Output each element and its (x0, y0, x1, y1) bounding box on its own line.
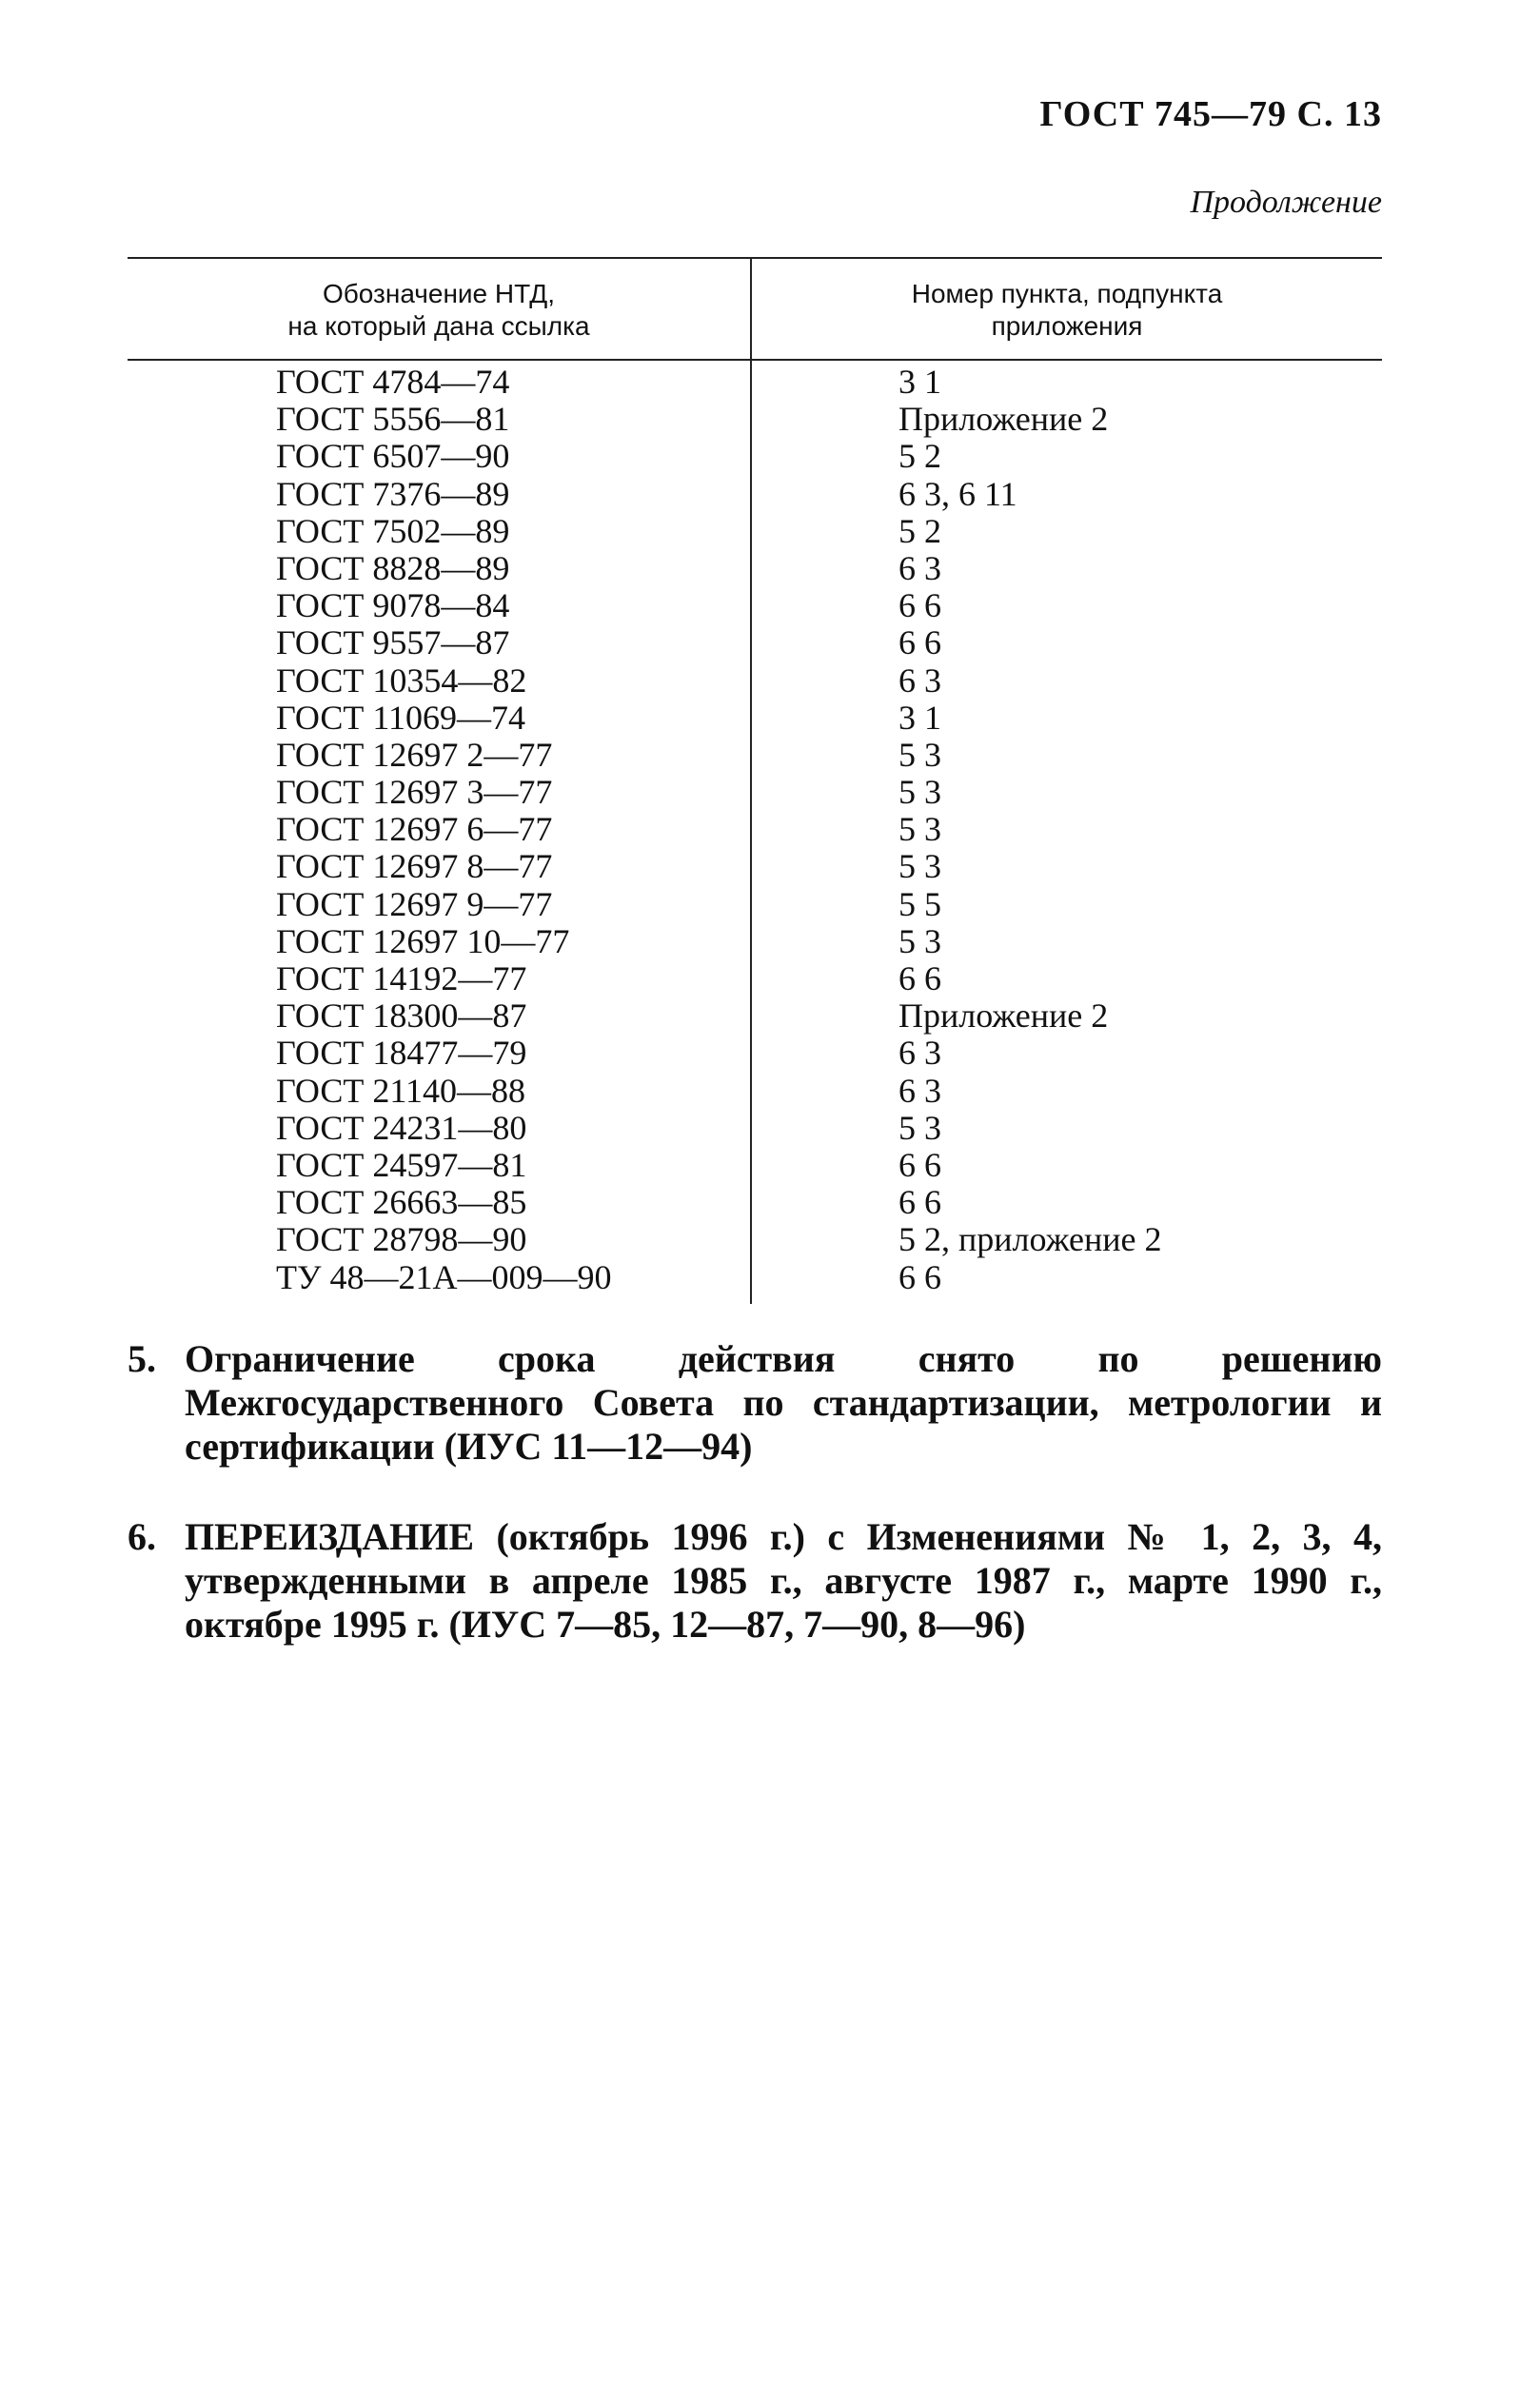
continuation-label: Продолжение (1190, 185, 1382, 220)
table-row (128, 364, 1382, 401)
document-designation: ГОСТ 10354—82 (276, 661, 527, 700)
clause-number: 3 1 (898, 363, 941, 401)
document-designation: ГОСТ 12697 2—77 (276, 735, 553, 774)
document-designation: ГОСТ 18300—87 (276, 997, 527, 1036)
table-row (128, 476, 1382, 513)
clause-number: 6 6 (898, 623, 941, 662)
table-row (128, 550, 1382, 587)
note-6 (128, 1515, 1382, 1647)
table-row (128, 1035, 1382, 1072)
document-designation: ГОСТ 11069—74 (276, 698, 526, 737)
document-designation: ГОСТ 12697 6—77 (276, 810, 553, 849)
document-designation: ГОСТ 12697 10—77 (276, 921, 570, 960)
clause-number: 5 3 (898, 1108, 941, 1147)
clause-number: 6 3 (898, 1034, 941, 1073)
table-row (128, 923, 1382, 960)
document-designation: ТУ 48—21А—009—90 (276, 1257, 612, 1296)
note-text: Ограничение срока действия снято по решению Межгосударственного Совета по стандартизации, метрологии и сертификации (ИУС 11—12—94) (185, 1337, 1382, 1468)
clause-number: Приложение 2 (898, 400, 1109, 439)
clause-number: 5 2, приложение 2 (898, 1220, 1162, 1259)
table-row (128, 624, 1382, 661)
column-header-document: Обозначение НТД, на который дана ссылка (287, 279, 590, 341)
document-designation: ГОСТ 24231—80 (276, 1108, 527, 1147)
document-designation: ГОСТ 4784—74 (276, 363, 510, 401)
column-header-clause: Номер пункта, подпункта приложения (911, 279, 1223, 341)
document-designation: ГОСТ 18477—79 (276, 1034, 527, 1073)
table-row (128, 438, 1382, 475)
clause-number: 5 5 (898, 884, 941, 923)
table-row (128, 700, 1382, 737)
clause-number: 5 3 (898, 735, 941, 774)
table-row (128, 848, 1382, 885)
table-row (128, 1221, 1382, 1258)
clause-number: 3 1 (898, 698, 941, 737)
clause-number: 5 3 (898, 921, 941, 960)
clause-number: 6 3 (898, 548, 941, 587)
table-row (128, 960, 1382, 997)
note-5 (128, 1337, 1382, 1469)
table-row (128, 1259, 1382, 1296)
clause-number: 5 3 (898, 810, 941, 849)
clause-number: 6 6 (898, 1145, 941, 1184)
document-designation: ГОСТ 12697 3—77 (276, 773, 553, 812)
clause-number: 6 6 (898, 586, 941, 625)
document-designation: ГОСТ 9078—84 (276, 586, 510, 625)
table-row (128, 1184, 1382, 1221)
notes-section (128, 1337, 1382, 1693)
document-designation: ГОСТ 12697 8—77 (276, 847, 553, 886)
table-row (128, 997, 1382, 1035)
note-number: 5. (128, 1337, 156, 1380)
clause-number: 6 6 (898, 1183, 941, 1222)
clause-number: 6 3, 6 11 (898, 474, 1017, 513)
table-row (128, 737, 1382, 774)
table-row (128, 401, 1382, 438)
page-header: ГОСТ 745—79 С. 13 (1039, 94, 1382, 134)
note-text: ПЕРЕИЗДАНИЕ (октябрь 1996 г.) с Изменениями № 1, 2, 3, 4, утвержденными в апреле 1985 г., августе 1987 г., марте 1990 г., октябре 1995 г. (ИУС 7—85, 12—87, 7—90, 8—96) (185, 1515, 1382, 1646)
table-header-rule (128, 359, 1382, 361)
clause-number: Приложение 2 (898, 997, 1109, 1036)
table-body (128, 364, 1382, 1296)
clause-number: 6 6 (898, 959, 941, 997)
table-row (128, 1110, 1382, 1147)
document-designation: ГОСТ 9557—87 (276, 623, 510, 662)
document-designation: ГОСТ 14192—77 (276, 959, 527, 997)
document-designation: ГОСТ 8828—89 (276, 548, 510, 587)
document-designation: ГОСТ 6507—90 (276, 437, 510, 476)
table-row (128, 587, 1382, 624)
clause-number: 5 3 (898, 773, 941, 812)
table-row (128, 513, 1382, 550)
clause-number: 5 2 (898, 511, 941, 550)
table-row (128, 1073, 1382, 1110)
clause-number: 5 3 (898, 847, 941, 886)
document-designation: ГОСТ 7502—89 (276, 511, 510, 550)
note-number: 6. (128, 1515, 156, 1558)
table-row (128, 1147, 1382, 1184)
clause-number: 5 2 (898, 437, 941, 476)
document-designation: ГОСТ 26663—85 (276, 1183, 527, 1222)
clause-number: 6 6 (898, 1257, 941, 1296)
table-row (128, 774, 1382, 811)
table-row (128, 811, 1382, 848)
document-designation: ГОСТ 28798—90 (276, 1220, 527, 1259)
table-row (128, 886, 1382, 923)
document-designation: ГОСТ 5556—81 (276, 400, 510, 439)
document-designation: ГОСТ 21140—88 (276, 1071, 526, 1110)
table-top-rule (128, 257, 1382, 259)
table-row (128, 662, 1382, 700)
clause-number: 6 3 (898, 1071, 941, 1110)
document-designation: ГОСТ 12697 9—77 (276, 884, 553, 923)
clause-number: 6 3 (898, 661, 941, 700)
document-designation: ГОСТ 7376—89 (276, 474, 510, 513)
document-designation: ГОСТ 24597—81 (276, 1145, 527, 1184)
